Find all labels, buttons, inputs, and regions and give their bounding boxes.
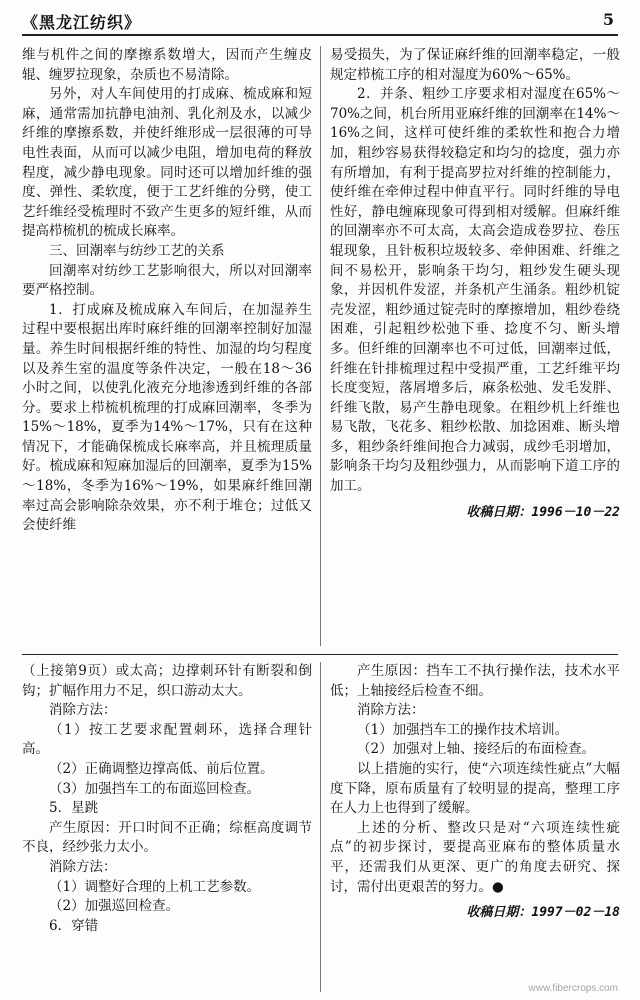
journal-title: 《黑龙江纺织》 <box>22 13 142 32</box>
paragraph: 另外，对人车间使用的打成麻、梳成麻和短麻，通常需加抗静电油剂、乳化剂及水，以减少纤维的摩擦系数，并使纤维形成一层很薄的可导电性表面，从而可以减少电阻，增加电荷的释放程度，减少静电现象。同时还可以增加纤维的强度、弹性、柔软度，便于工艺纤维的分劈，使工艺纤维经受梳理时不致产生更多的短纤维，从而提高栉梳机的梳成长麻率。 <box>22 86 312 240</box>
paragraph: （3）加强挡车工的布面巡回检查。 <box>49 780 261 797</box>
article2-left-column <box>22 662 312 992</box>
paragraph: 消除方法： <box>49 858 117 875</box>
column-rule-bottom <box>320 662 321 992</box>
paragraph: （上接第9页）或太高；边撑刺环针有断裂和倒钩；扩幅作用力不足，织口游动太大。 <box>22 663 312 699</box>
paragraph: 维与机件之间的摩擦系数增大，因而产生缠皮辊、缠罗拉现象，杂质也不易清除。 <box>22 47 312 83</box>
paragraph: 回潮率对纺纱工艺影响很大，所以对回潮率要严格控制。 <box>22 262 312 299</box>
paragraph: （1）按工艺要求配置刺环，选择合理针高。 <box>22 721 312 758</box>
paragraph: 产生原因：开口时间不正确；综框高度调节不良，经纱张力太小。 <box>22 819 312 856</box>
received-date: 收稿日期：1997－02－18 <box>466 905 620 921</box>
paragraph: 以上措施的实行，使“六项连续性疵点”大幅度下降，原布质量有了较明显的提高，整理工序在人力上也得到了缓解。 <box>330 760 620 817</box>
paragraph: （2）加强巡回检查。 <box>49 898 180 915</box>
paragraph: 5．星跳 <box>49 800 99 817</box>
article2-right-column <box>330 662 620 992</box>
paragraph: （1）调整好合理的上机工艺参数。 <box>49 878 261 895</box>
paragraph: （2）加强对上轴、接经后的布面检查。 <box>357 741 596 758</box>
article1-left-column <box>22 46 312 646</box>
site-watermark: www.fibercrops.com <box>528 983 618 994</box>
paragraph: 6．穿错 <box>49 917 99 934</box>
column-rule-top <box>320 46 321 646</box>
paragraph: 1．打成麻及梳成麻入车间后，在加湿养生过程中要根据出库时麻纤维的回潮率控制好加湿量。养生时间根据纤维的特性、加湿的均匀程度以及养生室的温度等条件决定，一般在18～36小时之间，以使乳化液充分地渗透到纤维的各部分。要求上栉梳机梳理的打成麻回潮率，冬季为15%～18%，夏季为14%～17%，只有在这种情况下，才能确保梳成长麻率高，并且梳理质量好。梳成麻和短麻加湿后的回潮率，夏季为15%～18%，冬季为16%～19%，如果麻纤维回潮率过高会影响除杂效果，亦不利于堆仓；过低又会使纤维 <box>22 301 312 534</box>
paragraph: 上述的分析、整改只是对“六项连续性疵点”的初步探讨，要提高亚麻布的整体质量水平，还需我们从更深、更广的角度去研究、探讨，需付出更艰苦的努力。● <box>330 819 620 895</box>
paragraph: 易受损失，为了保证麻纤维的回潮率稳定，一般规定栉梳工序的相对湿度为60%～65%。 <box>330 47 620 83</box>
paragraph: （1）加强挡车工的操作技术培训。 <box>357 721 569 738</box>
paragraph: 消除方法： <box>49 702 117 719</box>
paragraph: 消除方法： <box>357 702 425 719</box>
paragraph: 2．并条、粗纱工序要求相对湿度在65%～70%之间，机台所用亚麻纤维的回潮率在14%～16%之间，这样可使纤维的柔软性和抱合力增加，粗纱容易获得较稳定和均匀的捻度，强力亦有所增加，有利于提高罗拉对纤维的控制能力，使纤维在牵伸过程中伸直平行。同时纤维的导电性好，静电缠麻现象可得到相对缓解。但麻纤维的回潮率亦不可太高，太高会造成卷罗拉、卷压辊现象，且针板积垃圾较多、牵伸困难、纤维之间不易松开，影响条干均匀，粗纱发生硬头现象，并因机件发涩，并条机产生涌条。粗纱机锭壳发涩，粗纱通过锭壳时的摩擦增加，粗纱卷绕困难，引起粗纱松弛下垂、捻度不匀、断头增多。但纤维的回潮率也不可过低，回潮率过低，纤维在针排梳理过程中受损严重，工艺纤维平均长度变短，落屑增多后，麻条松弛、发毛发胖、纤维飞散，易产生静电现象。在粗纱机上纤维也易飞散，飞花多、粗纱松散、加捻困难、断头增多，粗纱条纤维间抱合力减弱，成纱毛羽增加，影响条干均匀及粗纱强力，从而影响下道工序的加工。 <box>330 86 620 495</box>
section-heading: 三、回潮率与纺纱工艺的关系 <box>49 242 225 259</box>
page-header <box>22 6 618 36</box>
paragraph: （2）正确调整边撑高低、前后位置。 <box>49 760 274 777</box>
article1-right-column <box>330 46 620 646</box>
paragraph: 产生原因：挡车工不执行操作法，技术水平低；上轴接经后检查不细。 <box>330 663 620 699</box>
page-number: 5 <box>602 10 614 29</box>
article-divider <box>22 654 618 655</box>
received-date: 收稿日期：1996－10－22 <box>466 504 620 520</box>
